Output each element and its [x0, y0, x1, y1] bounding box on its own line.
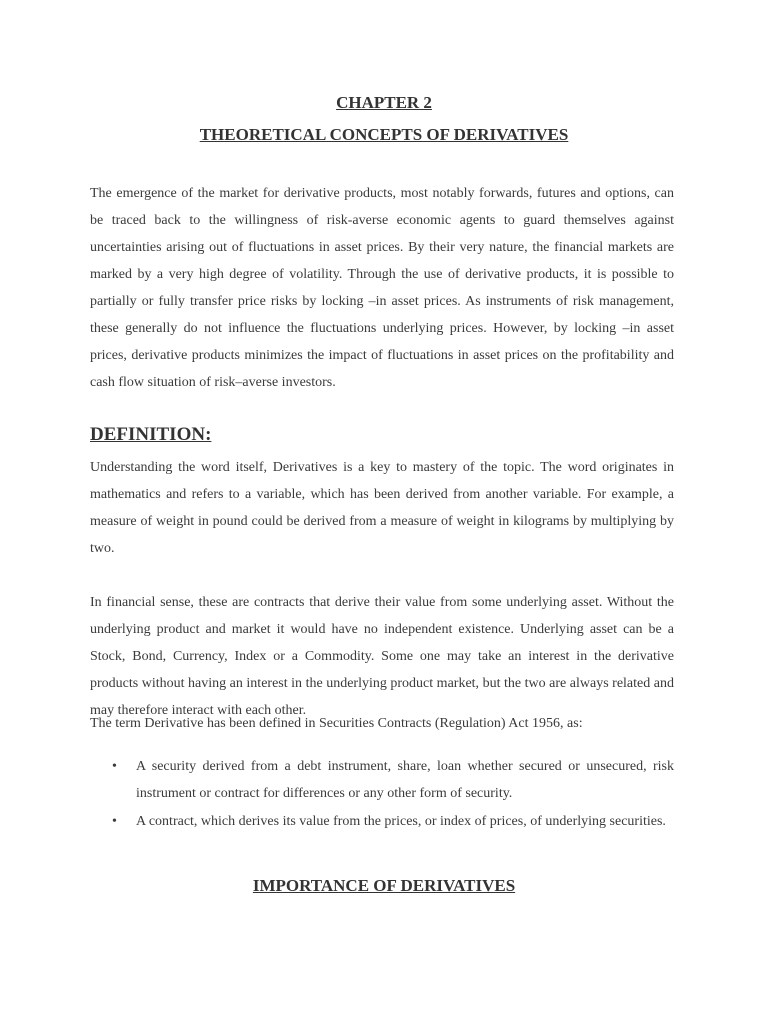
bullet-icon: •: [112, 814, 117, 829]
importance-heading: IMPORTANCE OF DERIVATIVES: [252, 876, 516, 895]
definition-paragraph-1: Understanding the word itself, Derivatives is a key to mastery of the topic. The word originates in mathematics and refers to a variable, which has been derived from another variable. For example, a measure of weight in pound could be derived from a measure of weight in kilograms by multiplying by two.: [90, 460, 674, 556]
definition-bullet-list: [90, 753, 674, 836]
definition-paragraph-3: The term Derivative has been defined in Securities Contracts (Regulation) Act 1956, as:: [90, 716, 583, 731]
intro-paragraph: The emergence of the market for derivative products, most notably forwards, futures and options, can be traced back to the willingness of risk-averse economic agents to guard themselves against uncertainties arising out of fluctuations in asset prices. By their very nature, the financial markets are marked by a very high degree of volatility. Through the use of derivative products, it is possible to partially or fully transfer price risks by locking –in asset prices. As instruments of risk management, these generally do not influence the fluctuations underlying prices. However, by locking –in asset prices, derivative products minimizes the impact of fluctuations in asset prices on the profitability and cash flow situation of risk–averse investors.: [90, 186, 674, 390]
bullet-item: [90, 808, 674, 835]
definition-heading: DEFINITION:: [90, 424, 212, 445]
bullet-text: A security derived from a debt instrument, share, loan whether secured or unsecured, risk instrument or contract for differences or any other form of security.: [136, 759, 674, 801]
bullet-icon: •: [112, 759, 117, 774]
bullet-text: A contract, which derives its value from the prices, or index of prices, of underlying securities.: [136, 814, 666, 829]
chapter-number: CHAPTER 2: [336, 93, 432, 112]
bullet-item: [90, 753, 674, 807]
chapter-title: THEORETICAL CONCEPTS OF DERIVATIVES: [199, 125, 569, 144]
definition-paragraph-2: In financial sense, these are contracts that derive their value from some underlying asset. Without the underlying product and market it would have no independent existence. Underlying asset can be a Stock, Bond, Currency, Index or a Commodity. Some one may take an interest in the derivative products without having an interest in the underlying product market, but the two are always related and may therefore interact with each other.: [90, 595, 674, 718]
